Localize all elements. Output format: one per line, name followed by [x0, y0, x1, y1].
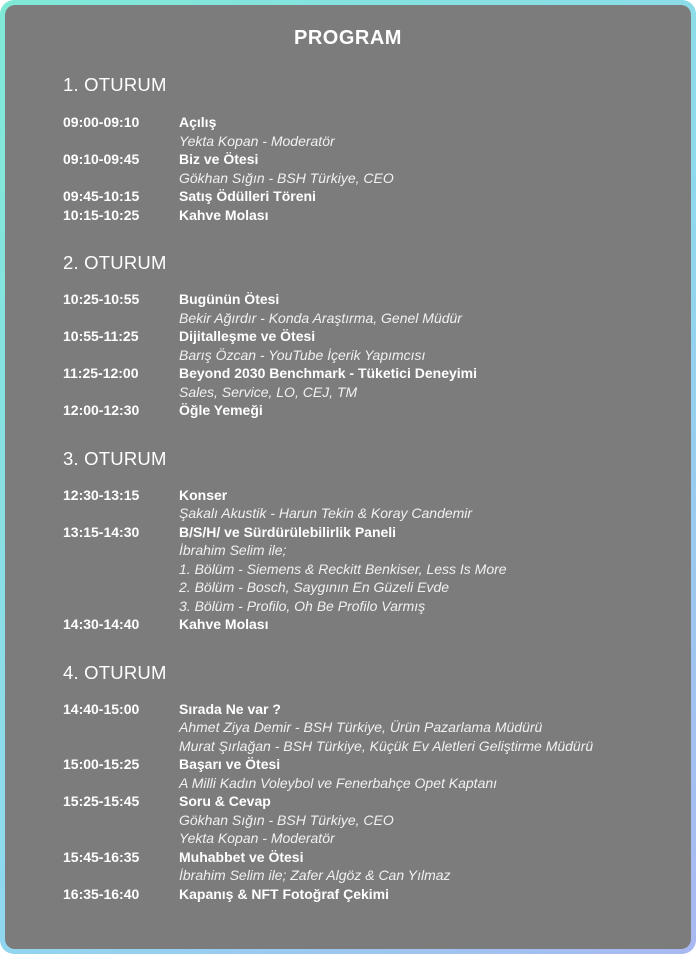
- agenda-time: 10:15-10:25: [63, 206, 140, 223]
- agenda-subtitle: 2. Bölüm - Bosch, Saygının En Güzeli Evde: [179, 579, 450, 595]
- agenda-title: Beyond 2030 Benchmark - Tüketici Deneyimi: [179, 365, 477, 381]
- agenda-title: B/S/H/ ve Sürdürülebilirlik Paneli: [179, 523, 397, 540]
- agenda-subtitle: Bekir Ağırdır - Konda Araştırma, Genel Müdür: [179, 309, 462, 326]
- agenda-subtitle: İbrahim Selim ile;: [179, 542, 287, 558]
- agenda-item: [63, 327, 651, 364]
- agenda-details: [179, 290, 651, 327]
- agenda-subtitle: Yekta Kopan - Moderatör: [179, 830, 335, 846]
- agenda-details: [179, 615, 651, 634]
- agenda-item: [63, 700, 651, 756]
- agenda-item: [63, 187, 651, 206]
- agenda-details: [179, 327, 651, 364]
- agenda-item: [63, 523, 651, 616]
- program-panel: [5, 5, 691, 949]
- agenda-subtitle: A Milli Kadın Voleybol ve Fenerbahçe Opet Kaptanı: [179, 774, 498, 791]
- agenda-title: Sırada Ne var ?: [179, 700, 281, 717]
- agenda-time: 16:35-16:40: [63, 885, 140, 902]
- agenda-subtitle: Sales, Service, LO, CEJ, TM: [179, 383, 358, 400]
- agenda-time: 15:25-15:45: [63, 793, 140, 809]
- agenda-time: 10:25-10:55: [63, 291, 140, 307]
- agenda-time: 15:00-15:25: [63, 756, 140, 772]
- program-title: PROGRAM: [294, 27, 402, 49]
- agenda-time: 11:25-12:00: [63, 365, 139, 381]
- agenda-title: Konser: [179, 486, 228, 503]
- agenda-details: [179, 150, 651, 187]
- agenda-time: 14:30-14:40: [63, 616, 140, 632]
- agenda-item: [63, 290, 651, 327]
- agenda-item: [63, 150, 651, 187]
- agenda-subtitle: İbrahim Selim ile; Zafer Algöz & Can Yılmaz: [179, 867, 451, 883]
- agenda-title: Biz ve Ötesi: [179, 151, 259, 167]
- agenda-subtitle: Murat Şırlağan - BSH Türkiye, Küçük Ev Aletleri Geliştirme Müdürü: [179, 737, 594, 754]
- agenda-title: Başarı ve Ötesi: [179, 756, 281, 772]
- session-title: 4. OTURUM: [63, 661, 167, 683]
- agenda-item: [63, 755, 651, 792]
- agenda-details: [179, 364, 651, 401]
- agenda-title: Kahve Molası: [179, 616, 269, 632]
- agenda-details: [179, 755, 651, 792]
- agenda-item: [63, 615, 651, 634]
- agenda-time: 12:00-12:30: [63, 402, 140, 418]
- agenda-subtitle: Barış Özcan - YouTube İçerik Yapımcısı: [179, 346, 426, 363]
- agenda-item: [63, 848, 651, 885]
- agenda-title: Kapanış & NFT Fotoğraf Çekimi: [179, 885, 390, 902]
- agenda-title: Kahve Molası: [179, 206, 269, 223]
- sessions-container: [63, 74, 651, 903]
- agenda-details: [179, 113, 651, 150]
- agenda-details: [179, 401, 651, 420]
- agenda-title: Açılış: [179, 114, 217, 130]
- agenda-details: [179, 206, 651, 225]
- session-title: 3. OTURUM: [63, 447, 167, 469]
- agenda-item: [63, 486, 651, 523]
- agenda-time: 09:00-09:10: [63, 114, 140, 130]
- session-4: [63, 662, 651, 904]
- agenda-item: [63, 885, 651, 904]
- agenda-time: 10:55-11:25: [63, 328, 139, 344]
- session-title: 2. OTURUM: [63, 252, 167, 273]
- agenda-details: [179, 792, 651, 848]
- agenda-title: Satış Ödülleri Töreni: [179, 188, 316, 204]
- agenda-item: [63, 401, 651, 420]
- agenda-title: Bugünün Ötesi: [179, 291, 280, 307]
- agenda-details: [179, 700, 651, 756]
- agenda-item: [63, 792, 651, 848]
- agenda-subtitle: Şakalı Akustik - Harun Tekin & Koray Candemir: [179, 505, 473, 521]
- agenda-subtitle: 1. Bölüm - Siemens & Reckitt Benkiser, Less Is More: [179, 560, 507, 577]
- agenda-title: Muhabbet ve Ötesi: [179, 848, 304, 865]
- agenda-item: [63, 364, 651, 401]
- agenda-time: 15:45-16:35: [63, 848, 140, 865]
- agenda-time: 14:40-15:00: [63, 700, 140, 717]
- agenda-subtitle: Gökhan Sığın - BSH Türkiye, CEO: [179, 811, 394, 828]
- session-3: [63, 448, 651, 634]
- agenda-subtitle: Yekta Kopan - Moderatör: [179, 132, 335, 149]
- agenda-details: [179, 885, 651, 904]
- session-2: [63, 252, 651, 420]
- agenda-item: [63, 206, 651, 225]
- session-title: 1. OTURUM: [63, 74, 167, 95]
- agenda-time: 12:30-13:15: [63, 486, 140, 503]
- agenda-details: [179, 187, 651, 206]
- agenda-title: Öğle Yemeği: [179, 402, 263, 418]
- agenda-details: [179, 486, 651, 523]
- agenda-details: [179, 848, 651, 885]
- agenda-title: Soru & Cevap: [179, 793, 271, 809]
- agenda-subtitle: 3. Bölüm - Profilo, Oh Be Profilo Varmış: [179, 597, 426, 614]
- agenda-time: 09:45-10:15: [63, 188, 140, 204]
- agenda-details: [179, 523, 651, 616]
- agenda-subtitle: Ahmet Ziya Demir - BSH Türkiye, Ürün Pazarlama Müdürü: [179, 719, 543, 735]
- agenda-title: Dijitalleşme ve Ötesi: [179, 328, 316, 344]
- agenda-item: [63, 113, 651, 150]
- session-1: [63, 74, 651, 224]
- agenda-time: 09:10-09:45: [63, 151, 140, 167]
- agenda-time: 13:15-14:30: [63, 523, 140, 540]
- agenda-subtitle: Gökhan Sığın - BSH Türkiye, CEO: [179, 169, 394, 186]
